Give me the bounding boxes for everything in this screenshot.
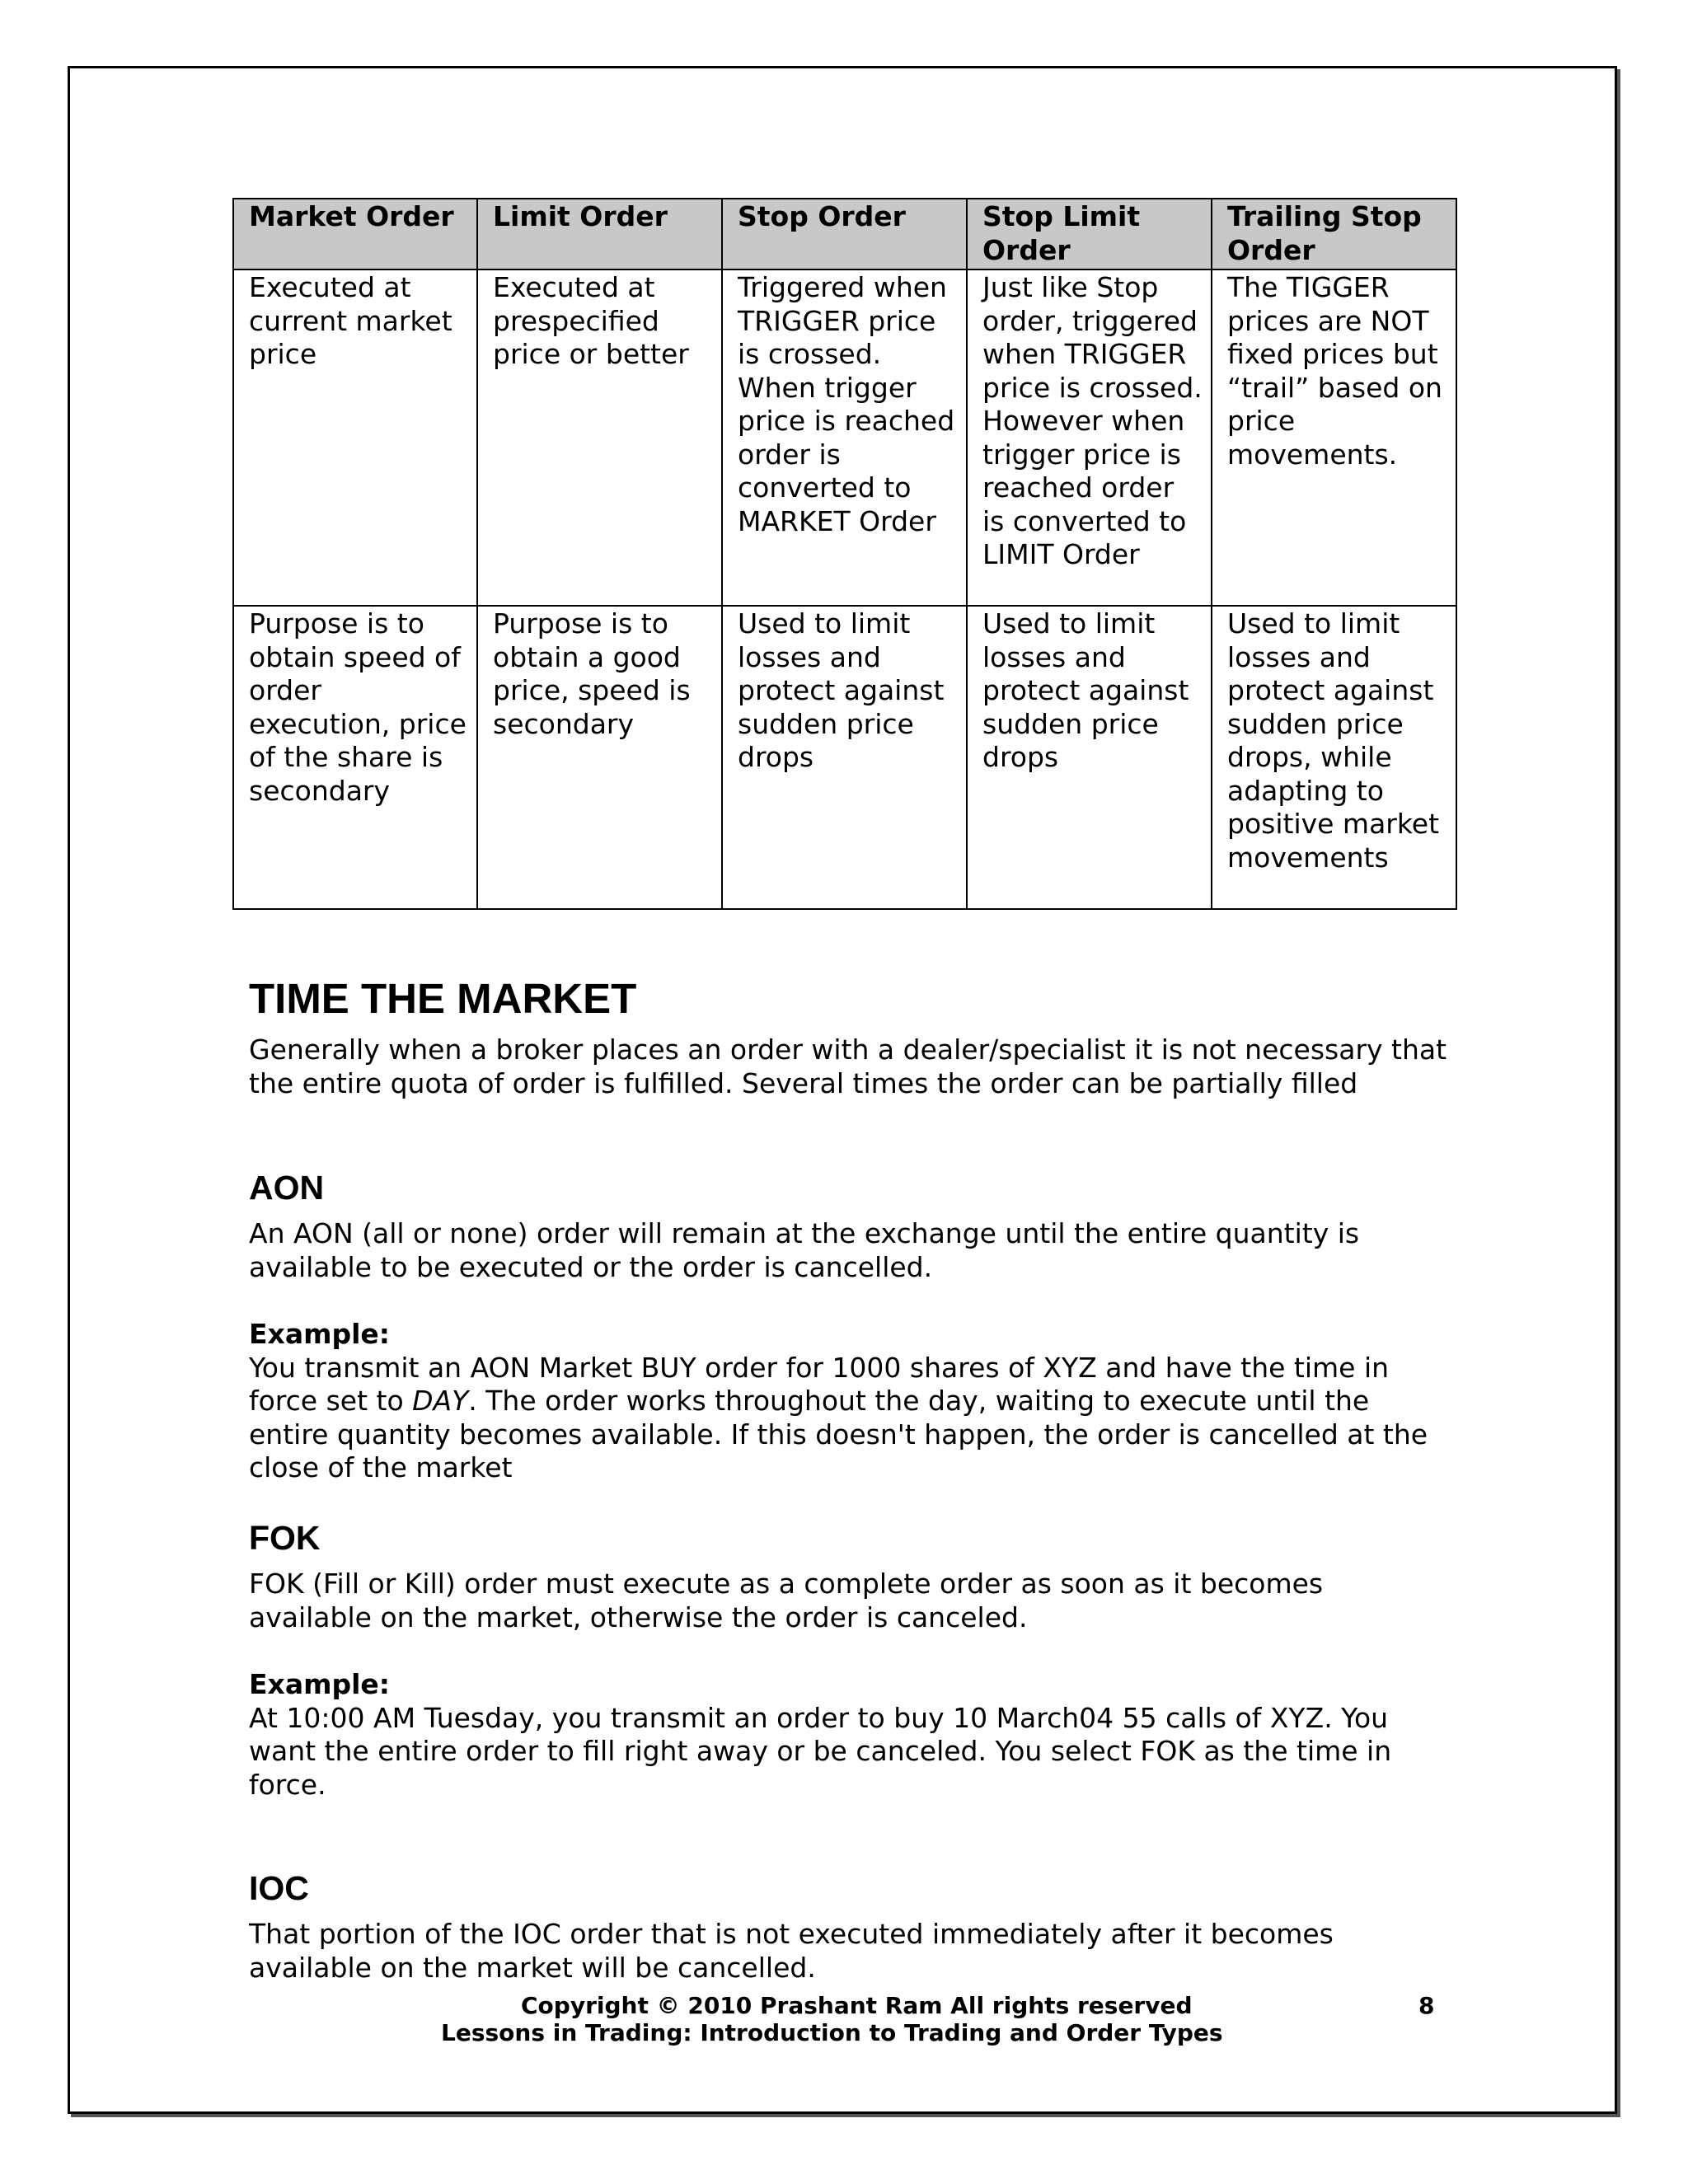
order-types-table — [232, 198, 1457, 910]
header-trailing-stop-order: Trailing Stop Order — [1212, 199, 1456, 269]
fok-example-label: Example: — [249, 1668, 390, 1700]
aon-example-text-start: You transmit an AON Market BUY order for 1000 shares of XYZ and have the time in force set to — [249, 1351, 1390, 1417]
header-stop-order: Stop Order — [722, 199, 967, 269]
aon-heading: AON — [249, 1169, 325, 1207]
fok-example — [249, 1668, 1452, 1802]
fok-text: FOK (Fill or Kill) order must execute as a complete order as soon as it becomes available on the market, otherwise the order is canceled. — [249, 1568, 1324, 1633]
fok-example-text: At 10:00 AM Tuesday, you transmit an order to buy 10 March04 55 calls of XYZ. You want the entire order to fill right away or be canceled. You select FOK as the time in force. — [249, 1701, 1392, 1801]
table-cell: Used to limit losses and protect against sudden price drops, while adapting to positive market movements — [1212, 606, 1456, 909]
table-cell: Executed at prespecified price or better — [477, 269, 722, 606]
ioc-text: That portion of the IOC order that is not executed immediately after it becomes available on the market will be cancelled. — [249, 1918, 1334, 1984]
table-cell: Triggered when TRIGGER price is crossed. When trigger price is reached order is converted to MARKET Order — [722, 269, 967, 606]
table-cell: Purpose is to obtain a good price, speed is secondary — [477, 606, 722, 909]
aon-example — [249, 1318, 1452, 1485]
footer-copyright: Copyright © 2010 Prashant Ram All rights reserved — [521, 1992, 1193, 2019]
table-header-row — [233, 199, 1456, 269]
aon-example-text-end: . The order works throughout the day, waiting to execute until the entire quantity becomes available. If this doesn't happen, the order is cancelled at the close of the market — [249, 1385, 1428, 1483]
table-cell: Used to limit losses and protect against sudden price drops — [967, 606, 1212, 909]
table-cell: Purpose is to obtain speed of order execution, price of the share is secondary — [233, 606, 477, 909]
aon-text: An AON (all or none) order will remain at the exchange until the entire quantity is available to be executed or the order is cancelled. — [249, 1217, 1360, 1283]
ioc-heading: IOC — [249, 1869, 309, 1907]
header-limit-order: Limit Order — [477, 199, 722, 269]
table-cell: The TIGGER prices are NOT fixed prices but “trail” based on price movements. — [1212, 269, 1456, 606]
header-stop-limit-order: Stop Limit Order — [967, 199, 1212, 269]
table-row — [233, 606, 1456, 909]
page-number: 8 — [1418, 1992, 1435, 2019]
table-row — [233, 269, 1456, 606]
time-the-market-heading: TIME THE MARKET — [249, 975, 637, 1022]
table-cell: Executed at current market price — [233, 269, 477, 606]
table-cell: Just like Stop order, triggered when TRIGGER price is crossed. However when trigger price is reached order is converted to LIMIT Order — [967, 269, 1212, 606]
table-cell: Used to limit losses and protect against sudden price drops — [722, 606, 967, 909]
aon-example-label: Example: — [249, 1318, 390, 1350]
time-the-market-text: Generally when a broker places an order with a dealer/specialist it is not necessary that the entire quota of order is fulfilled. Several times the order can be partially filled — [249, 1033, 1447, 1099]
aon-example-day: DAY — [412, 1385, 469, 1417]
header-market-order: Market Order — [233, 199, 477, 269]
fok-heading: FOK — [249, 1519, 321, 1557]
footer-book-title: Lessons in Trading: Introduction to Trading and Order Types — [441, 2019, 1223, 2046]
